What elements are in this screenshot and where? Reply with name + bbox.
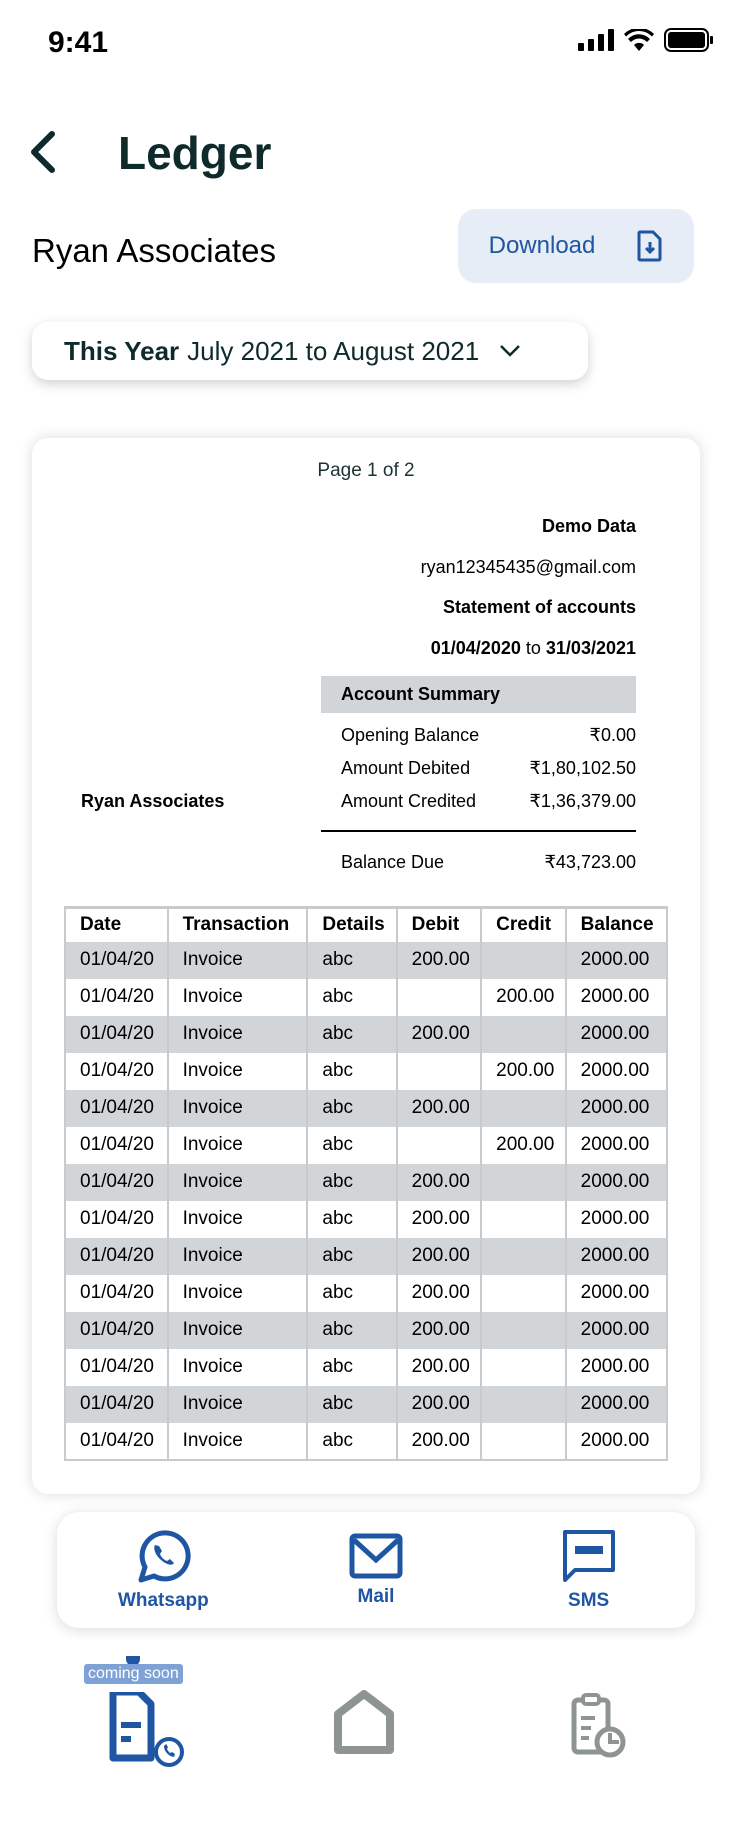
file-download-icon: [637, 230, 663, 262]
account-summary-title: Account Summary: [321, 676, 636, 713]
mail-label: Mail: [357, 1586, 395, 1607]
table-cell: [481, 1090, 566, 1127]
table-cell: [481, 1349, 566, 1386]
table-cell: 01/04/20: [65, 1127, 168, 1164]
sms-icon: [561, 1528, 617, 1584]
table-cell: [481, 1016, 566, 1053]
table-cell: 01/04/20: [65, 942, 168, 979]
table-cell: 200.00: [397, 1386, 482, 1423]
table-cell: [481, 1238, 566, 1275]
party-name: Ryan Associates: [32, 232, 276, 269]
table-cell: 01/04/20: [65, 1201, 168, 1238]
statement-party: Ryan Associates: [81, 791, 225, 811]
table-cell: Invoice: [168, 1201, 308, 1238]
table-cell: 01/04/20: [65, 1423, 168, 1460]
table-cell: [397, 979, 482, 1016]
table-cell: 2000.00: [566, 1016, 667, 1053]
table-row: [65, 1275, 667, 1312]
table-cell: Invoice: [168, 1423, 308, 1460]
table-cell: 200.00: [397, 1349, 482, 1386]
table-cell: abc: [307, 1053, 396, 1090]
table-row: [65, 1312, 667, 1349]
table-cell: [481, 1201, 566, 1238]
back-icon[interactable]: [26, 130, 58, 174]
table-cell: [397, 1053, 482, 1090]
statement-preview[interactable]: [32, 438, 700, 1494]
table-row: [65, 1127, 667, 1164]
table-cell: Invoice: [168, 1238, 308, 1275]
download-label: Download: [488, 232, 596, 259]
download-button[interactable]: [458, 209, 694, 283]
ledger-table: [64, 906, 668, 1461]
balance-due-label: Balance Due: [341, 852, 445, 872]
summary-label: Amount Debited: [341, 758, 471, 778]
summary-label: Opening Balance: [341, 725, 480, 745]
status-time: 9:41: [48, 26, 109, 59]
share-sms-button[interactable]: [509, 1528, 669, 1612]
table-row: [65, 979, 667, 1016]
table-cell: 01/04/20: [65, 1238, 168, 1275]
statement-heading: Statement of accounts: [442, 597, 636, 617]
table-cell: 2000.00: [566, 1201, 667, 1238]
whatsapp-label: Whatsapp: [117, 1590, 209, 1611]
page-title: Ledger: [118, 127, 272, 179]
table-cell: abc: [307, 1238, 396, 1275]
table-row: [65, 1423, 667, 1460]
table-cell: 2000.00: [566, 1349, 667, 1386]
table-cell: 2000.00: [566, 1090, 667, 1127]
column-header: Date: [65, 908, 168, 942]
table-cell: Invoice: [168, 1349, 308, 1386]
summary-row: [321, 785, 636, 818]
account-summary: [321, 719, 636, 879]
table-cell: abc: [307, 1349, 396, 1386]
table-cell: Invoice: [168, 942, 308, 979]
table-cell: 200.00: [397, 1423, 482, 1460]
table-cell: abc: [307, 1164, 396, 1201]
share-whatsapp-button[interactable]: [83, 1528, 243, 1612]
table-cell: 01/04/20: [65, 1164, 168, 1201]
table-cell: 01/04/20: [65, 1016, 168, 1053]
table-cell: 200.00: [397, 1164, 482, 1201]
table-cell: abc: [307, 1275, 396, 1312]
column-header: Debit: [397, 908, 482, 942]
table-cell: abc: [307, 1090, 396, 1127]
range-value: July 2021 to August 2021: [187, 335, 480, 366]
table-cell: 01/04/20: [65, 1275, 168, 1312]
table-row: [65, 1349, 667, 1386]
signal-icon: [578, 29, 614, 51]
share-mail-button[interactable]: [296, 1532, 456, 1608]
table-cell: Invoice: [168, 1016, 308, 1053]
table-cell: abc: [307, 979, 396, 1016]
table-cell: abc: [307, 1312, 396, 1349]
chevron-down-icon: [499, 344, 521, 358]
table-cell: Invoice: [168, 979, 308, 1016]
table-cell: 2000.00: [566, 1127, 667, 1164]
table-cell: 2000.00: [566, 1238, 667, 1275]
table-cell: 01/04/20: [65, 1349, 168, 1386]
page-number: Page 1 of 2: [317, 460, 415, 481]
table-cell: 01/04/20: [65, 1312, 168, 1349]
table-header: [65, 908, 667, 942]
summary-value: ₹0.00: [589, 725, 636, 745]
table-cell: 200.00: [397, 1201, 482, 1238]
table-cell: Invoice: [168, 1164, 308, 1201]
table-cell: Invoice: [168, 1312, 308, 1349]
table-cell: 01/04/20: [65, 979, 168, 1016]
period-from: 01/04/2020: [430, 638, 521, 658]
table-cell: 2000.00: [566, 942, 667, 979]
table-cell: abc: [307, 1016, 396, 1053]
table-cell: abc: [307, 942, 396, 979]
whatsapp-icon: [135, 1528, 191, 1584]
column-header: Balance: [566, 908, 667, 942]
table-row: [65, 1386, 667, 1423]
battery-icon: [664, 28, 714, 52]
table-row: [65, 1090, 667, 1127]
table-cell: abc: [307, 1423, 396, 1460]
table-row: [65, 942, 667, 979]
table-cell: [481, 1164, 566, 1201]
summary-value: ₹1,36,379.00: [529, 791, 636, 811]
table-row: [65, 1016, 667, 1053]
coming-soon-badge: coming soon: [84, 1664, 183, 1684]
column-header: Details: [307, 908, 396, 942]
table-cell: [481, 1423, 566, 1460]
table-cell: 01/04/20: [65, 1386, 168, 1423]
table-cell: 2000.00: [566, 1164, 667, 1201]
table-cell: 2000.00: [566, 1053, 667, 1090]
table-row: [65, 1238, 667, 1275]
report-clock-icon[interactable]: [570, 1692, 626, 1758]
table-cell: 2000.00: [566, 1386, 667, 1423]
table-cell: Invoice: [168, 1090, 308, 1127]
table-cell: 200.00: [397, 1238, 482, 1275]
column-header: Credit: [481, 908, 566, 942]
summary-row: [321, 719, 636, 752]
company-email: ryan12345435@gmail.com: [420, 557, 636, 577]
period-to-word: to: [525, 638, 541, 658]
summary-value: ₹1,80,102.50: [529, 758, 636, 778]
table-cell: 200.00: [397, 1016, 482, 1053]
home-icon[interactable]: [333, 1690, 395, 1754]
range-preset: This Year: [64, 335, 180, 366]
company-name: Demo Data: [541, 516, 636, 536]
balance-due-row: [321, 846, 636, 879]
table-cell: 200.00: [397, 1275, 482, 1312]
table-cell: abc: [307, 1127, 396, 1164]
table-cell: [481, 942, 566, 979]
table-cell: 2000.00: [566, 1275, 667, 1312]
invoice-whatsapp-icon[interactable]: [109, 1692, 189, 1772]
column-header: Transaction: [168, 908, 308, 942]
wifi-icon: [624, 29, 654, 51]
table-cell: 200.00: [481, 1053, 566, 1090]
table-row: [65, 1164, 667, 1201]
table-cell: [481, 1275, 566, 1312]
table-cell: Invoice: [168, 1127, 308, 1164]
table-row: [65, 1053, 667, 1090]
table-cell: Invoice: [168, 1053, 308, 1090]
table-cell: 200.00: [397, 942, 482, 979]
table-cell: [481, 1312, 566, 1349]
table-cell: [397, 1127, 482, 1164]
table-cell: Invoice: [168, 1275, 308, 1312]
status-icons: [578, 28, 714, 52]
table-cell: 200.00: [397, 1312, 482, 1349]
share-panel: [57, 1512, 695, 1628]
table-row: [65, 1201, 667, 1238]
summary-label: Amount Credited: [341, 791, 477, 811]
mail-icon: [348, 1532, 404, 1580]
table-cell: 01/04/20: [65, 1090, 168, 1127]
balance-due-value: ₹43,723.00: [544, 852, 636, 872]
table-cell: abc: [307, 1201, 396, 1238]
summary-row: [321, 752, 636, 785]
table-cell: Invoice: [168, 1386, 308, 1423]
divider: [321, 830, 636, 832]
table-cell: 200.00: [481, 1127, 566, 1164]
date-range-dropdown[interactable]: [32, 322, 588, 380]
table-cell: 2000.00: [566, 1312, 667, 1349]
table-cell: 2000.00: [566, 979, 667, 1016]
sms-label: SMS: [568, 1590, 610, 1611]
statement-period: [431, 638, 636, 659]
table-cell: 200.00: [397, 1090, 482, 1127]
table-cell: 200.00: [481, 979, 566, 1016]
table-cell: 01/04/20: [65, 1053, 168, 1090]
period-to: 31/03/2021: [545, 638, 636, 658]
table-cell: 2000.00: [566, 1423, 667, 1460]
table-cell: abc: [307, 1386, 396, 1423]
table-cell: [481, 1386, 566, 1423]
